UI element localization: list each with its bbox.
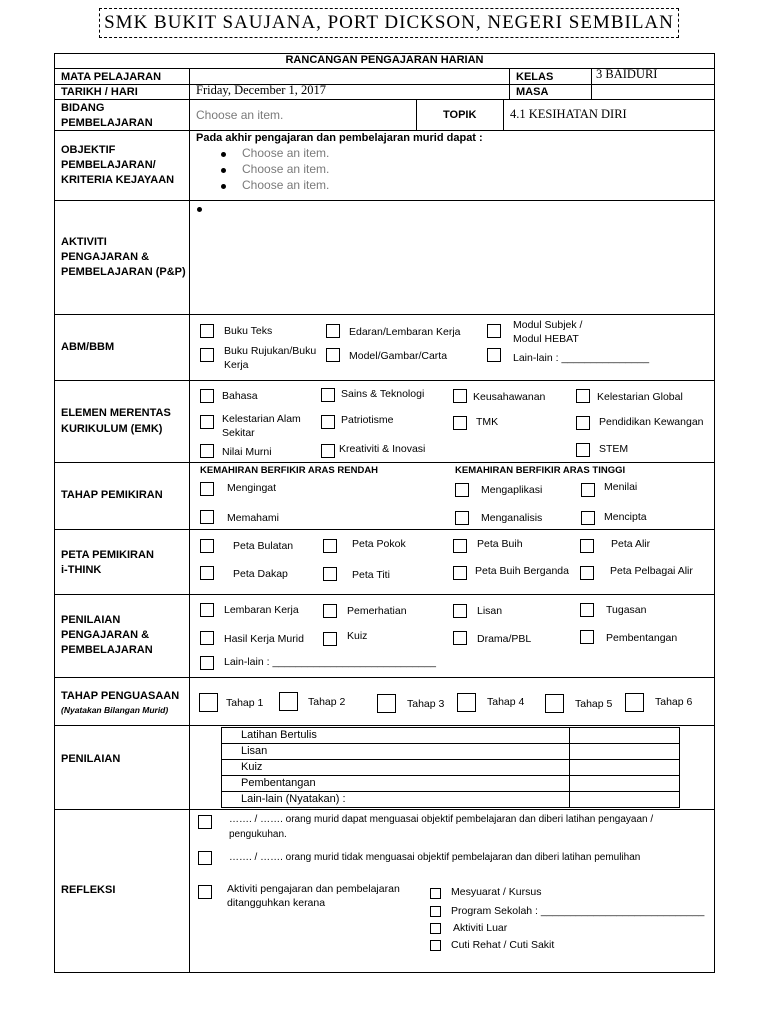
table-row bbox=[222, 792, 679, 808]
menilai-checkbox[interactable] bbox=[581, 483, 595, 497]
edaran-checkbox[interactable] bbox=[326, 324, 340, 338]
row-label: Lain-lain (Nyatakan) : bbox=[241, 793, 346, 805]
sains-checkbox[interactable] bbox=[321, 388, 335, 402]
kelestarian-alam-label-2: Sekitar bbox=[222, 427, 255, 439]
tahap-5-box[interactable] bbox=[545, 694, 564, 713]
tahap-6-box[interactable] bbox=[625, 693, 644, 712]
aktiviti-label-3: PEMBELAJARAN (P&P) bbox=[61, 266, 186, 278]
kelestarian-global-checkbox[interactable] bbox=[576, 389, 590, 403]
kewangan-label: Pendidikan Kewangan bbox=[599, 416, 704, 428]
tahap-3-label: Tahap 3 bbox=[407, 698, 445, 710]
kreativiti-checkbox[interactable] bbox=[321, 444, 335, 458]
pemerhatian-label: Pemerhatian bbox=[347, 605, 407, 617]
row-label: Kuiz bbox=[241, 761, 263, 773]
peta-buih-berganda-checkbox[interactable] bbox=[453, 566, 467, 580]
objektif-item-1[interactable]: Choose an item. bbox=[242, 146, 330, 160]
peta-label-2: i-THINK bbox=[61, 564, 102, 576]
refleksi-line3-b: ditangguhkan kerana bbox=[227, 897, 326, 909]
peta-bulatan-label: Peta Bulatan bbox=[233, 540, 294, 552]
bullet-icon bbox=[221, 168, 226, 173]
nilai-murni-checkbox[interactable] bbox=[200, 444, 214, 458]
nilai-murni-label: Nilai Murni bbox=[222, 446, 272, 458]
model-checkbox[interactable] bbox=[326, 348, 340, 362]
abm-lain-label: Lain-lain : _______________ bbox=[513, 352, 650, 364]
kbar-header: KEMAHIRAN BERFIKIR ARAS RENDAH bbox=[200, 465, 379, 476]
tugasan-checkbox[interactable] bbox=[580, 603, 594, 617]
refleksi-ditangguhkan-checkbox[interactable] bbox=[198, 885, 212, 899]
bullet-icon bbox=[197, 207, 202, 212]
cuti-checkbox[interactable] bbox=[430, 940, 441, 951]
tahap-1-label: Tahap 1 bbox=[226, 697, 264, 709]
mengaplikasi-label: Mengaplikasi bbox=[481, 484, 543, 496]
sains-label: Sains & Teknologi bbox=[341, 388, 425, 400]
peta-dakap-label: Peta Dakap bbox=[233, 568, 288, 580]
modul-checkbox[interactable] bbox=[487, 324, 501, 338]
tahap-4-box[interactable] bbox=[457, 693, 476, 712]
tahap-6-label: Tahap 6 bbox=[655, 696, 693, 708]
cuti-label: Cuti Rehat / Cuti Sakit bbox=[451, 939, 555, 951]
aktiviti-content-area[interactable] bbox=[205, 202, 710, 310]
peta-titi-checkbox[interactable] bbox=[323, 567, 337, 581]
peta-titi-label: Peta Titi bbox=[352, 569, 390, 581]
lembaran-checkbox[interactable] bbox=[200, 603, 214, 617]
buku-rujukan-label-2: Kerja bbox=[224, 359, 249, 371]
peta-pelbagai-alir-checkbox[interactable] bbox=[580, 566, 594, 580]
patriotisme-label: Patriotisme bbox=[341, 414, 394, 426]
program-sekolah-checkbox[interactable] bbox=[430, 906, 441, 917]
penilaian-pp-label-2: PENGAJARAN & bbox=[61, 629, 150, 641]
penilaian-lain-checkbox[interactable] bbox=[200, 656, 214, 670]
refleksi-line3-a: Aktiviti pengajaran dan pembelajaran bbox=[227, 883, 400, 895]
emk-label-2: KURIKULUM (EMK) bbox=[61, 423, 163, 435]
kreativiti-label: Kreativiti & Inovasi bbox=[339, 443, 426, 455]
stem-checkbox[interactable] bbox=[576, 443, 590, 457]
emk-label-1: ELEMEN MERENTAS bbox=[61, 407, 171, 419]
refleksi-label: REFLEKSI bbox=[61, 884, 116, 896]
refleksi-line1-a: ……. / ……. orang murid dapat menguasai objektif pembelajaran dan diberi latihan pengayaan / bbox=[229, 814, 654, 825]
mengaplikasi-checkbox[interactable] bbox=[455, 483, 469, 497]
tahap-4-label: Tahap 4 bbox=[487, 696, 525, 708]
tugasan-label: Tugasan bbox=[606, 604, 647, 616]
kelas-label: KELAS bbox=[516, 71, 554, 83]
mata-pelajaran-label: MATA PELAJARAN bbox=[61, 71, 162, 83]
row-label: Latihan Bertulis bbox=[241, 729, 317, 741]
aktiviti-label-2: PENGAJARAN & bbox=[61, 251, 150, 263]
kewangan-checkbox[interactable] bbox=[576, 416, 590, 430]
objektif-label-2: PEMBELAJARAN/ bbox=[61, 159, 156, 171]
bidang-dropdown[interactable]: Choose an item. bbox=[196, 108, 284, 122]
keusahawanan-checkbox[interactable] bbox=[453, 389, 467, 403]
pembentangan-checkbox[interactable] bbox=[580, 630, 594, 644]
kelestarian-global-label: Kelestarian Global bbox=[597, 391, 683, 403]
objektif-item-3[interactable]: Choose an item. bbox=[242, 178, 330, 192]
table-row bbox=[222, 776, 679, 792]
hasil-kerja-label: Hasil Kerja Murid bbox=[224, 633, 304, 645]
mencipta-label: Mencipta bbox=[604, 511, 647, 523]
peta-buih-checkbox[interactable] bbox=[453, 539, 467, 553]
mencipta-checkbox[interactable] bbox=[581, 511, 595, 525]
tahap-3-box[interactable] bbox=[377, 694, 396, 713]
table-row bbox=[222, 744, 679, 760]
peta-pokok-label: Peta Pokok bbox=[352, 538, 406, 550]
bidang-label-1: BIDANG bbox=[61, 102, 105, 114]
pemerhatian-checkbox[interactable] bbox=[323, 604, 337, 618]
bahasa-checkbox[interactable] bbox=[200, 389, 214, 403]
objektif-label-3: KRITERIA KEJAYAAN bbox=[61, 174, 175, 186]
objektif-item-2[interactable]: Choose an item. bbox=[242, 162, 330, 176]
pemikiran-label: TAHAP PEMIKIRAN bbox=[61, 489, 163, 501]
table-row bbox=[222, 728, 679, 744]
tmk-label: TMK bbox=[476, 416, 499, 428]
refleksi-line1-b: pengukuhan. bbox=[229, 829, 287, 840]
peta-buih-label: Peta Buih bbox=[477, 538, 523, 550]
abm-lain-checkbox[interactable] bbox=[487, 348, 501, 362]
penilaian-pp-label-3: PEMBELAJARAN bbox=[61, 644, 153, 656]
program-sekolah-label: Program Sekolah : ____________________________ bbox=[451, 905, 705, 917]
kuiz-label: Kuiz bbox=[347, 630, 368, 642]
memahami-label: Memahami bbox=[227, 512, 279, 524]
objektif-label-1: OBJEKTIF bbox=[61, 144, 116, 156]
memahami-checkbox[interactable] bbox=[200, 510, 214, 524]
bullet-icon bbox=[221, 152, 226, 157]
patriotisme-checkbox[interactable] bbox=[321, 415, 335, 429]
penilaian-pp-label-1: PENILAIAN bbox=[61, 614, 121, 626]
mengingat-checkbox[interactable] bbox=[200, 482, 214, 496]
buku-rujukan-checkbox[interactable] bbox=[200, 348, 214, 362]
row-label: Pembentangan bbox=[241, 777, 316, 789]
aktiviti-luar-checkbox[interactable] bbox=[430, 923, 441, 934]
peta-pokok-checkbox[interactable] bbox=[323, 539, 337, 553]
penilaian-label: PENILAIAN bbox=[61, 753, 121, 765]
peta-alir-checkbox[interactable] bbox=[580, 539, 594, 553]
hasil-kerja-checkbox[interactable] bbox=[200, 631, 214, 645]
tarikh-label: TARIKH / HARI bbox=[61, 86, 138, 98]
topik-value[interactable]: 4.1 KESIHATAN DIRI bbox=[510, 107, 627, 121]
peta-label-1: PETA PEMIKIRAN bbox=[61, 549, 154, 561]
refleksi-pengayaan-checkbox[interactable] bbox=[198, 815, 212, 829]
edaran-label: Edaran/Lembaran Kerja bbox=[349, 326, 461, 338]
pembentangan-label: Pembentangan bbox=[606, 632, 678, 644]
tmk-checkbox[interactable] bbox=[453, 416, 467, 430]
form-title: RANCANGAN PENGAJARAN HARIAN bbox=[285, 54, 484, 66]
peta-bulatan-checkbox[interactable] bbox=[200, 539, 214, 553]
lisan-checkbox[interactable] bbox=[453, 604, 467, 618]
peta-pelbagai-alir-label: Peta Pelbagai Alir bbox=[610, 565, 693, 577]
objektif-intro: Pada akhir pengajaran dan pembelajaran murid dapat : bbox=[196, 132, 483, 144]
refleksi-pemulihan-checkbox[interactable] bbox=[198, 851, 212, 865]
table-row bbox=[222, 760, 679, 776]
buku-rujukan-label-1: Buku Rujukan/Buku bbox=[224, 345, 317, 357]
tahap-5-label: Tahap 5 bbox=[575, 698, 613, 710]
lembaran-label: Lembaran Kerja bbox=[224, 604, 299, 616]
kelas-value[interactable]: 3 BAIDURI bbox=[596, 67, 658, 81]
menganalisis-label: Menganalisis bbox=[481, 512, 543, 524]
peta-dakap-checkbox[interactable] bbox=[200, 566, 214, 580]
drama-checkbox[interactable] bbox=[453, 631, 467, 645]
modul-label-1: Modul Subjek / bbox=[513, 319, 583, 331]
aktiviti-label-1: AKTIVITI bbox=[61, 236, 107, 248]
tahap-2-label: Tahap 2 bbox=[308, 696, 346, 708]
refleksi-line2: ……. / ……. orang murid tidak menguasai objektif pembelajaran dan diberi latihan pemulihan bbox=[229, 852, 641, 863]
bullet-icon bbox=[221, 184, 226, 189]
aktiviti-luar-label: Aktiviti Luar bbox=[453, 922, 508, 934]
stem-label: STEM bbox=[599, 443, 629, 455]
buku-teks-checkbox[interactable] bbox=[200, 324, 214, 338]
bidang-label-2: PEMBELAJARAN bbox=[61, 117, 153, 129]
penilaian-table bbox=[221, 727, 680, 808]
bahasa-label: Bahasa bbox=[222, 390, 258, 402]
kbat-header: KEMAHIRAN BERFIKIR ARAS TINGGI bbox=[455, 465, 626, 476]
peta-alir-label: Peta Alir bbox=[611, 538, 651, 550]
tarikh-value[interactable]: Friday, December 1, 2017 bbox=[196, 83, 327, 97]
school-header bbox=[99, 8, 679, 38]
keusahawanan-label: Keusahawanan bbox=[473, 391, 546, 403]
masa-label: MASA bbox=[516, 86, 549, 98]
mengingat-label: Mengingat bbox=[227, 482, 277, 494]
row-label: Lisan bbox=[241, 745, 268, 757]
kelestarian-alam-checkbox[interactable] bbox=[200, 415, 214, 429]
modul-label-2: Modul HEBAT bbox=[513, 333, 579, 345]
school-name: SMK BUKIT SAUJANA, PORT DICKSON, NEGERI SEMBILAN bbox=[104, 12, 674, 33]
buku-teks-label: Buku Teks bbox=[224, 325, 273, 337]
kuiz-checkbox[interactable] bbox=[323, 632, 337, 646]
penguasaan-note: (Nyatakan Bilangan Murid) bbox=[61, 705, 169, 715]
tahap-1-box[interactable] bbox=[199, 693, 218, 712]
peta-buih-berganda-label: Peta Buih Berganda bbox=[475, 565, 569, 577]
topik-label: TOPIK bbox=[443, 109, 477, 121]
kelestarian-alam-label-1: Kelestarian Alam bbox=[222, 413, 301, 425]
mesyuarat-checkbox[interactable] bbox=[430, 888, 441, 899]
model-label: Model/Gambar/Carta bbox=[349, 350, 448, 362]
penguasaan-label: TAHAP PENGUASAAN bbox=[61, 690, 180, 702]
tahap-2-box[interactable] bbox=[279, 692, 298, 711]
menganalisis-checkbox[interactable] bbox=[455, 511, 469, 525]
abm-label: ABM/BBM bbox=[61, 341, 115, 353]
menilai-label: Menilai bbox=[604, 481, 638, 493]
penilaian-lain-label: Lain-lain : ____________________________ bbox=[224, 656, 436, 668]
mesyuarat-label: Mesyuarat / Kursus bbox=[451, 886, 542, 898]
drama-label: Drama/PBL bbox=[477, 633, 532, 645]
lisan-label: Lisan bbox=[477, 605, 503, 617]
